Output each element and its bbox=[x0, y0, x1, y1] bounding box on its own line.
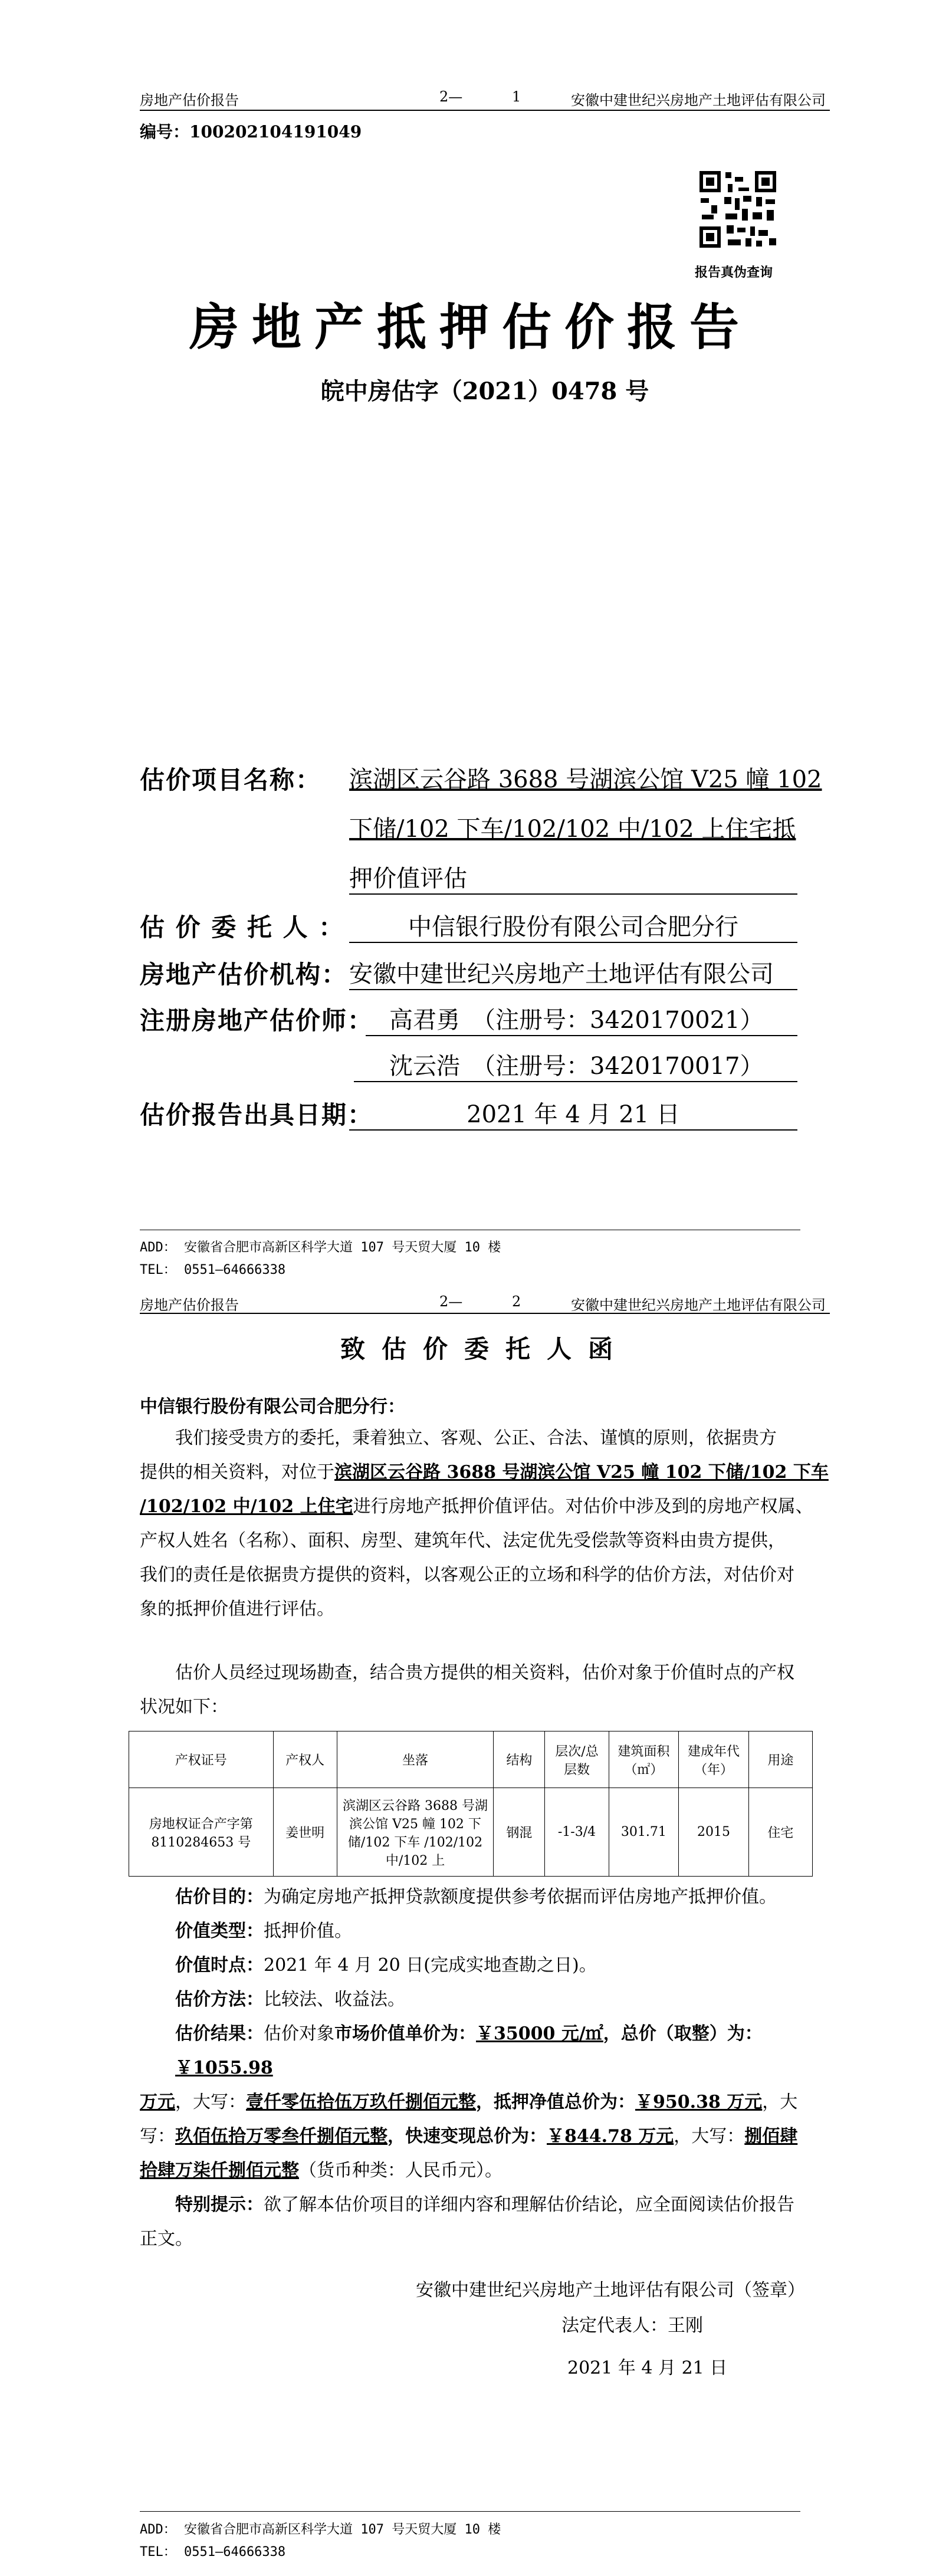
issue-date-value: 2021 年 4 月 21 日 bbox=[349, 1096, 797, 1131]
footer-address: ADD： 安徽省合肥市高新区科学大道 107 号天贸大厦 10 楼 bbox=[140, 1240, 501, 1255]
result-line-1: 估价结果：估价对象市场价值单价为：￥35000 元/㎡，总价（取整）为：￥1055.98 bbox=[175, 2023, 763, 2078]
header-page-prefix: 2— bbox=[439, 1293, 463, 1310]
th-location: 坐落 bbox=[337, 1731, 494, 1788]
th-use: 用途 bbox=[748, 1731, 812, 1788]
addressee: 中信银行股份有限公司合肥分行： bbox=[140, 1397, 405, 1417]
project-name-line-2: 下储/102 下车/102/102 中/102 上住宅抵 bbox=[349, 816, 796, 843]
value-date-line: 价值时点：2021 年 4 月 20 日(完成实地查勘之日)。 bbox=[175, 1955, 597, 1976]
th-owner: 产权人 bbox=[273, 1731, 337, 1788]
agency-value: 安徽中建世纪兴房地产土地评估有限公司 bbox=[349, 955, 797, 990]
th-year: 建成年代（年） bbox=[679, 1731, 749, 1788]
project-name-label: 估价项目名称： bbox=[140, 765, 322, 794]
footer-tel: TEL： 0551—64666338 bbox=[140, 1263, 286, 1277]
project-name-line-1: 滨湖区云谷路 3688 号湖滨公馆 V25 幢 102 bbox=[349, 766, 822, 793]
cell-year: 2015 bbox=[679, 1788, 749, 1877]
method-line: 估价方法：比较法、收益法。 bbox=[175, 1989, 405, 2010]
special-note-line-2: 正文。 bbox=[140, 2229, 193, 2249]
signature-company: 安徽中建世纪兴房地产土地评估有限公司（签章） bbox=[416, 2280, 805, 2301]
header-page-number: 2 bbox=[512, 1293, 521, 1310]
header-page-prefix: 2— bbox=[439, 88, 463, 105]
cell-owner: 姜世明 bbox=[273, 1788, 337, 1877]
issue-date-label: 估价报告出具日期： bbox=[140, 1100, 374, 1129]
header-right: 安徽中建世纪兴房地产土地评估有限公司 bbox=[571, 92, 826, 109]
th-area: 建筑面积（㎡） bbox=[609, 1731, 679, 1788]
purpose-line: 估价目的：为确定房地产抵押贷款额度提供参考依据而评估房地产抵押价值。 bbox=[175, 1887, 777, 1907]
header-left: 房地产估价报告 bbox=[140, 1297, 239, 1313]
project-name-line-3: 押价值评估 bbox=[349, 860, 797, 895]
paragraph-1: 我们接受贵方的委托，秉着独立、客观、公正、合法、谨慎的原则，依据贵方 提供的相关资料，对位于滨湖区云谷路 3688 号湖滨公馆 V25 幢 102 下储/102 下车 /102/102 中/102 上住宅进行房地产抵押价值评估。对估价中涉及到的房地产权属、 产权人姓名（名称）、面积、房型、建筑年代、法定优先受偿款等资料由贵方提供， 我们的责任是依据贵方提供的资料，以客观公正的立场和科学的估价方法，对估价对 象的抵押价值进行评估。 bbox=[140, 1428, 829, 1619]
cell-use: 住宅 bbox=[748, 1788, 812, 1877]
property-rights-table bbox=[129, 1731, 813, 1877]
table-header-row bbox=[129, 1731, 813, 1788]
cell-floor: -1-3/4 bbox=[545, 1788, 609, 1877]
th-cert: 产权证号 bbox=[129, 1731, 274, 1788]
special-note-line: 特别提示：欲了解本估价项目的详细内容和理解估价结论，应全面阅读估价报告 bbox=[175, 2194, 794, 2215]
client-label: 估 价 委 托 人 ： bbox=[140, 913, 345, 942]
table-row bbox=[129, 1788, 813, 1877]
cell-structure: 钢混 bbox=[494, 1788, 545, 1877]
letter-title: 致估价委托人函 bbox=[340, 1335, 629, 1363]
footer-rule bbox=[140, 2511, 800, 2512]
value-type-line: 价值类型：抵押价值。 bbox=[175, 1921, 352, 1941]
qr-caption: 报告真伪查询 bbox=[695, 265, 773, 280]
appraiser-label: 注册房地产估价师： bbox=[140, 1006, 374, 1035]
appraiser-2: 沈云浩 （注册号：3420170017） bbox=[354, 1047, 797, 1082]
paragraph-2: 估价人员经过现场勘查，结合贵方提供的相关资料，估价对象于价值时点的产权 状况如下： bbox=[140, 1662, 794, 1717]
th-structure: 结构 bbox=[494, 1731, 545, 1788]
header-right: 安徽中建世纪兴房地产土地评估有限公司 bbox=[571, 1297, 826, 1313]
result-line-2: 万元，大写：壹仟零伍拾伍万玖仟捌佰元整，抵押净值总价为：￥950.38 万元，大 bbox=[140, 2092, 798, 2112]
footer-tel: TEL： 0551—64666338 bbox=[140, 2545, 286, 2559]
th-floor: 层次/总层数 bbox=[545, 1731, 609, 1788]
header-left: 房地产估价报告 bbox=[140, 92, 239, 109]
report-title: 房地产抵押估价报告 bbox=[189, 298, 752, 356]
signature-representative: 法定代表人：王刚 bbox=[561, 2315, 703, 2336]
appraiser-1: 高君勇 （注册号：3420170021） bbox=[366, 1001, 797, 1036]
cell-area: 301.71 bbox=[609, 1788, 679, 1877]
document-number: 皖中房估字（2021）0478 号 bbox=[320, 377, 649, 405]
result-line-3: 写：玖佰伍拾万零叁仟捌佰元整，快速变现总价为：￥844.78 万元，大写：捌佰肆 bbox=[140, 2126, 798, 2147]
header-rule bbox=[140, 1313, 830, 1314]
agency-label: 房地产估价机构： bbox=[140, 960, 348, 989]
header-page-number: 1 bbox=[512, 88, 521, 105]
header-rule bbox=[140, 110, 830, 111]
footer-address: ADD： 安徽省合肥市高新区科学大道 107 号天贸大厦 10 楼 bbox=[140, 2522, 501, 2537]
cell-location: 滨湖区云谷路 3688 号湖滨公馆 V25 幢 102 下储/102 下车 /102/102 中/102 上 bbox=[337, 1788, 494, 1877]
cell-cert: 房地权证合产字第 8110284653 号 bbox=[129, 1788, 274, 1877]
qr-code-icon[interactable] bbox=[699, 171, 776, 248]
report-number: 编号：100202104191049 bbox=[140, 122, 362, 142]
signature-date: 2021 年 4 月 21 日 bbox=[567, 2358, 728, 2378]
result-line-4: 拾肆万柒仟捌佰元整（货币种类：人民币元）。 bbox=[140, 2160, 503, 2181]
valuation-summary bbox=[140, 1880, 830, 2256]
client-value: 中信银行股份有限公司合肥分行 bbox=[349, 908, 797, 943]
